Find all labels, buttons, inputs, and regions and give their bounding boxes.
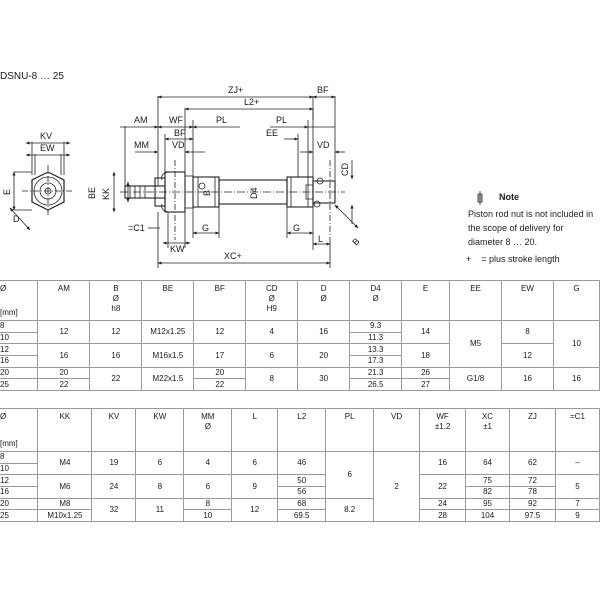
text-label: CD — [265, 284, 278, 293]
text-label: G — [573, 284, 580, 293]
table-cell: 82 — [466, 487, 510, 499]
note-marker-icon — [475, 191, 485, 205]
dim-label-wf: WF — [169, 115, 183, 125]
table-cell: M6 — [38, 475, 92, 498]
dim-label-g-right: G — [293, 223, 301, 233]
table-cell: 14 — [402, 321, 450, 344]
table-cell: M5 — [450, 321, 502, 368]
text-label: Ø — [320, 294, 327, 303]
dim-label-b: B — [202, 189, 212, 196]
header-cell — [420, 409, 466, 452]
table-cell: 12 — [194, 321, 246, 344]
note-plus-legend — [466, 254, 560, 264]
table-cell: G1/8 — [450, 367, 502, 390]
text-label: Ø — [268, 294, 275, 303]
table-cell: 32 — [92, 498, 136, 521]
dim-label-tail-b: B — [350, 236, 362, 248]
dim-label-cd: CD — [340, 163, 350, 176]
cylinder-dimension-drawing — [0, 0, 460, 280]
table-cell: 95 — [466, 498, 510, 510]
table-cell: 75 — [466, 475, 510, 487]
table-cell: 11.3 — [350, 332, 402, 344]
table-cell: 16 — [502, 367, 554, 390]
port-right — [314, 201, 320, 207]
table-cell: M12x1.25 — [142, 321, 194, 344]
header-cell — [374, 409, 420, 452]
table-cell: 6 — [184, 475, 232, 498]
table-cell: 5 — [555, 475, 599, 498]
dim-label-d4: D4 — [249, 187, 259, 199]
dim-label-kw: KW — [170, 244, 185, 254]
table-cell: 97.5 — [510, 510, 556, 522]
header-cell — [326, 409, 374, 452]
dim-label-be: BE — [87, 186, 97, 199]
dim-label-mm: MM — [134, 140, 149, 150]
header-cell — [555, 409, 599, 452]
text-label: [mm] — [0, 439, 18, 448]
table-cell: 10 — [0, 463, 38, 475]
text-label: MM — [201, 412, 215, 421]
header-cell — [510, 409, 556, 452]
dim-label-xc: XC+ — [224, 251, 242, 261]
text-label: =C1 — [570, 412, 585, 421]
text-label: ZJ — [528, 412, 537, 421]
text-label: EW — [521, 284, 534, 293]
table-cell: 16 — [0, 356, 38, 368]
dim-label-g-left: G — [202, 223, 210, 233]
table-cell: 8 — [184, 498, 232, 510]
table-cell: 16 — [90, 344, 142, 367]
table-row — [0, 475, 600, 487]
dim-label-bf-top: BF — [317, 85, 329, 95]
header-cell — [466, 409, 510, 452]
dim-label-ew: EW — [40, 143, 55, 153]
text-label: Ø — [0, 284, 7, 293]
dim-label-vd-left: VD — [172, 140, 185, 150]
table-cell: 10 — [553, 321, 599, 368]
dim-label-pl-left: PL — [216, 115, 228, 125]
text-label: VD — [391, 412, 403, 421]
dim-label-c1: =C1 — [128, 223, 145, 233]
text-label: h8 — [111, 304, 121, 313]
dim-label-kk: KK — [101, 187, 111, 200]
table-cell: 12 — [0, 344, 38, 356]
header-cell — [502, 281, 554, 321]
text-label: KW — [153, 412, 167, 421]
text-label: Ø — [204, 422, 211, 431]
table-cell: 25 — [0, 379, 38, 391]
text-label: KK — [59, 412, 71, 421]
text-label: WF — [436, 412, 449, 421]
table-cell: 72 — [510, 475, 556, 487]
table-cell: 20 — [0, 367, 38, 379]
table-cell: 9 — [232, 475, 278, 498]
dim-label-kv: KV — [40, 131, 53, 141]
table-cell: 17 — [194, 344, 246, 367]
header-cell — [142, 281, 194, 321]
table-cell: 10 — [184, 510, 232, 522]
table-cell: 9 — [555, 510, 599, 522]
table-cell: 20 — [194, 367, 246, 379]
table-cell: 8 — [246, 367, 298, 390]
text-label: H9 — [266, 304, 277, 313]
header-cell — [278, 409, 326, 452]
header-cell — [0, 281, 38, 321]
header-cell — [38, 409, 92, 452]
table-cell: 24 — [420, 498, 466, 510]
table-cell: 26.5 — [350, 379, 402, 391]
dim-label-e: E — [2, 188, 12, 195]
table-cell: 16 — [0, 487, 38, 499]
table-cell: 20 — [0, 498, 38, 510]
header-cell — [553, 281, 599, 321]
text-label: ±1.2 — [434, 422, 451, 431]
table-cell: 16 — [38, 344, 90, 367]
text-label: L2 — [297, 412, 307, 421]
dim-label-l: L — [318, 234, 324, 244]
table-cell: 78 — [510, 487, 556, 499]
table-cell: M22x1.5 — [142, 367, 194, 390]
table-cell: 16 — [553, 367, 599, 390]
table-cell: 7 — [555, 498, 599, 510]
dim-label-bf-mid: BF — [174, 128, 186, 138]
table-cell: 6 — [246, 344, 298, 367]
table-cell: 22 — [194, 379, 246, 391]
text-label: PL — [344, 412, 355, 421]
plus-text: = plus stroke length — [481, 254, 560, 264]
table-cell: 27 — [402, 379, 450, 391]
header-cell — [38, 281, 90, 321]
dim-label-vd-right: VD — [317, 140, 330, 150]
table-cell: 92 — [510, 498, 556, 510]
table-cell: 13.3 — [350, 344, 402, 356]
text-label: D4 — [370, 284, 381, 293]
text-label: BF — [214, 284, 225, 293]
table-cell: M4 — [38, 452, 92, 475]
table-cell: 25 — [0, 510, 38, 522]
table-cell: 19 — [92, 452, 136, 475]
table-cell: 64 — [466, 452, 510, 475]
header-cell — [92, 409, 136, 452]
table-row — [0, 452, 600, 464]
table-header-row — [0, 409, 600, 452]
dim-label-ee: EE — [266, 128, 279, 138]
text-label: Ø — [0, 412, 7, 421]
table-cell: 50 — [278, 475, 326, 487]
table-cell: 8 — [136, 475, 184, 498]
table-cell: 21.3 — [350, 367, 402, 379]
text-label: BE — [162, 284, 174, 293]
dim-label-d: D — [13, 214, 20, 224]
table-cell: 4 — [184, 452, 232, 475]
page-title: DSNU-8 … 25 — [0, 71, 64, 82]
table-header-row — [0, 281, 600, 321]
table-cell: 8 — [502, 321, 554, 344]
table-row — [0, 321, 600, 333]
table-row — [0, 510, 600, 522]
table-cell: – — [555, 452, 599, 475]
table-cell: M10x1.25 — [38, 510, 92, 522]
table-cell: 6 — [326, 452, 374, 499]
text-label: Ø — [372, 294, 379, 303]
text-label: B — [113, 284, 119, 293]
header-cell — [0, 409, 38, 452]
dimensions-table-2 — [0, 408, 600, 522]
table-cell: 69.5 — [278, 510, 326, 522]
table-cell: 6 — [136, 452, 184, 475]
table-cell: M16x1.5 — [142, 344, 194, 367]
text-label: E — [422, 284, 429, 293]
header-cell — [232, 409, 278, 452]
header-cell — [136, 409, 184, 452]
text-label: [mm] — [0, 308, 18, 317]
header-cell — [450, 281, 502, 321]
table-cell: 62 — [510, 452, 556, 475]
text-label: EE — [470, 284, 481, 293]
table-cell: 12 — [38, 321, 90, 344]
table-cell: M8 — [38, 498, 92, 510]
port-left — [199, 183, 205, 189]
table-cell: 2 — [374, 452, 420, 522]
table-row — [0, 344, 600, 356]
table-cell: 22 — [90, 367, 142, 390]
header-cell — [350, 281, 402, 321]
table-cell: 12 — [232, 498, 278, 521]
dim-label-am: AM — [134, 115, 148, 125]
table-cell: 4 — [246, 321, 298, 344]
text-label: L — [252, 412, 257, 421]
dimensions-table-1 — [0, 280, 600, 391]
text-label: ±1 — [483, 422, 492, 431]
table-cell: 22 — [420, 475, 466, 498]
text-label: Ø — [112, 294, 119, 303]
table-cell: 46 — [278, 452, 326, 475]
table-cell: 9.3 — [350, 321, 402, 333]
table-cell: 16 — [298, 321, 350, 344]
header-cell — [298, 281, 350, 321]
dim-label-l2: L2+ — [244, 97, 260, 107]
header-cell — [90, 281, 142, 321]
header-cell — [194, 281, 246, 321]
table-cell: 12 — [90, 321, 142, 344]
table-cell: 8 — [0, 321, 38, 333]
note-text: Piston rod nut is not included in the scope of delivery for diameter 8 … 20. — [468, 209, 594, 247]
dim-label-zj: ZJ+ — [228, 85, 244, 95]
table-cell: 104 — [466, 510, 510, 522]
text-label: KV — [108, 412, 120, 421]
header-cell — [402, 281, 450, 321]
table-row — [0, 367, 600, 379]
table-cell: 30 — [298, 367, 350, 390]
table-cell: 16 — [420, 452, 466, 475]
table-cell: 20 — [38, 367, 90, 379]
table-cell: 8.2 — [326, 498, 374, 521]
text-label: XC — [481, 412, 494, 421]
header-cell — [246, 281, 298, 321]
table-cell: 22 — [38, 379, 90, 391]
table-cell: 8 — [0, 452, 38, 464]
note-title: Note — [499, 192, 519, 202]
table-cell: 68 — [278, 498, 326, 510]
text-label: AM — [57, 284, 70, 293]
text-label: D — [320, 284, 327, 293]
table-cell: 26 — [402, 367, 450, 379]
table-cell: 10 — [0, 332, 38, 344]
table-cell: 6 — [232, 452, 278, 475]
table-cell: 18 — [402, 344, 450, 367]
table-cell: 24 — [92, 475, 136, 498]
table-cell: 56 — [278, 487, 326, 499]
table-cell: 12 — [502, 344, 554, 367]
table-cell: 20 — [298, 344, 350, 367]
table-row — [0, 498, 600, 510]
table-cell: 11 — [136, 498, 184, 521]
header-cell — [184, 409, 232, 452]
table-cell: 28 — [420, 510, 466, 522]
table-cell: 12 — [0, 475, 38, 487]
table-cell: 17.3 — [350, 356, 402, 368]
dim-label-pl-right: PL — [276, 115, 288, 125]
plus-symbol: + — [466, 254, 472, 264]
